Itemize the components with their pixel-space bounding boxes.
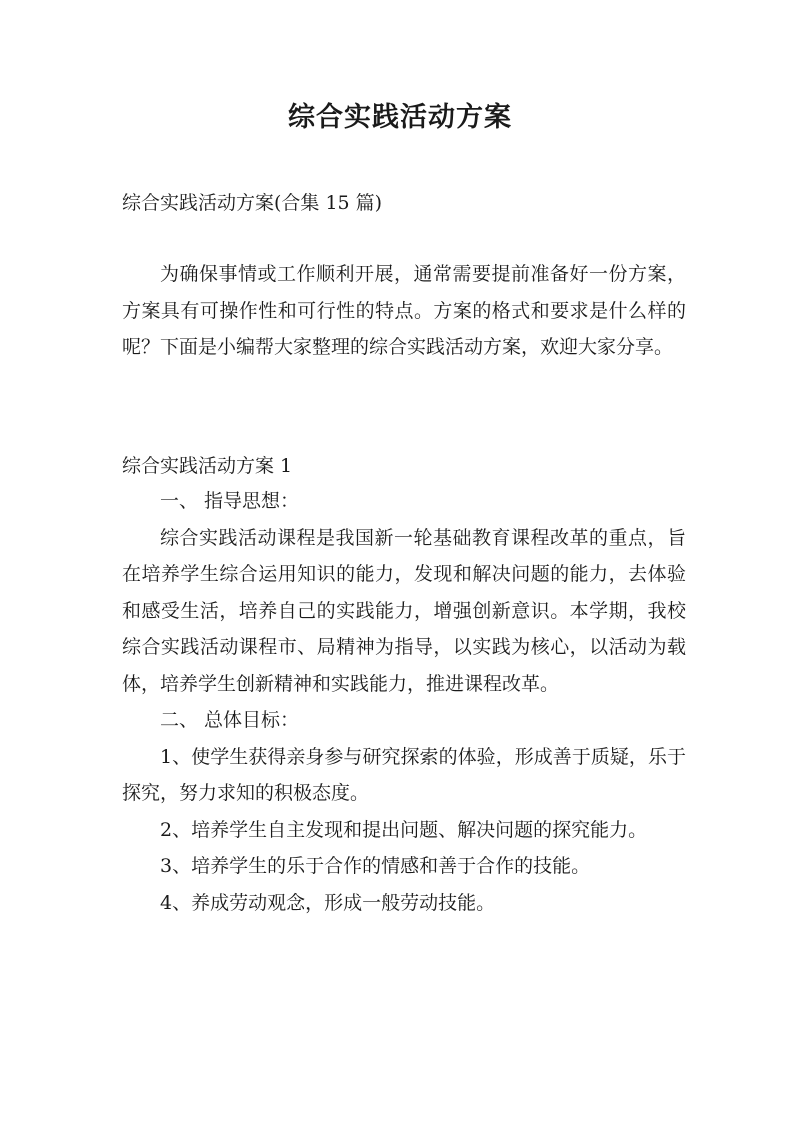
heading-overall-goals: 二、 总体目标： bbox=[160, 709, 300, 731]
goal-item-2: 2、培养学生自主发现和提出问题、解决问题的探究能力。 bbox=[160, 818, 648, 841]
goal-item-4: 4、养成劳动观念，形成一般劳动技能。 bbox=[160, 891, 496, 914]
heading-guiding-ideology: 一、 指导思想： bbox=[160, 490, 300, 512]
document-subtitle: 综合实践活动方案(合集 15 篇) bbox=[122, 192, 383, 214]
intro-paragraph: 为确保事情或工作顺利开展，通常需要提前准备好一份方案，方案具有可操作性和可行性的特点。方案的格式和要求是什么样的呢？下面是小编帮大家整理的综合实践活动方案，欢迎大家分享。 bbox=[122, 263, 686, 358]
paragraph-guiding-ideology: 综合实践活动课程是我国新一轮基础教育课程改革的重点，旨在培养学生综合运用知识的能力，发现和解决问题的能力，去体验和感受生活，培养自己的实践能力，增强创新意识。本学期，我校综合实践活动课程市、局精神为指导，以实践为核心，以活动为载体，培养学生创新精神和实践能力，推进课程改革。 bbox=[122, 526, 686, 695]
section-content bbox=[122, 483, 686, 921]
section-heading: 综合实践活动方案 1 bbox=[122, 455, 293, 477]
goal-item-1: 1、使学生获得亲身参与研究探索的体验，形成善于质疑，乐于探究，努力求知的积极态度。 bbox=[122, 745, 686, 804]
goal-item-3: 3、培养学生的乐于合作的情感和善于合作的技能。 bbox=[160, 855, 591, 877]
document-title: 综合实践活动方案 bbox=[288, 102, 512, 133]
